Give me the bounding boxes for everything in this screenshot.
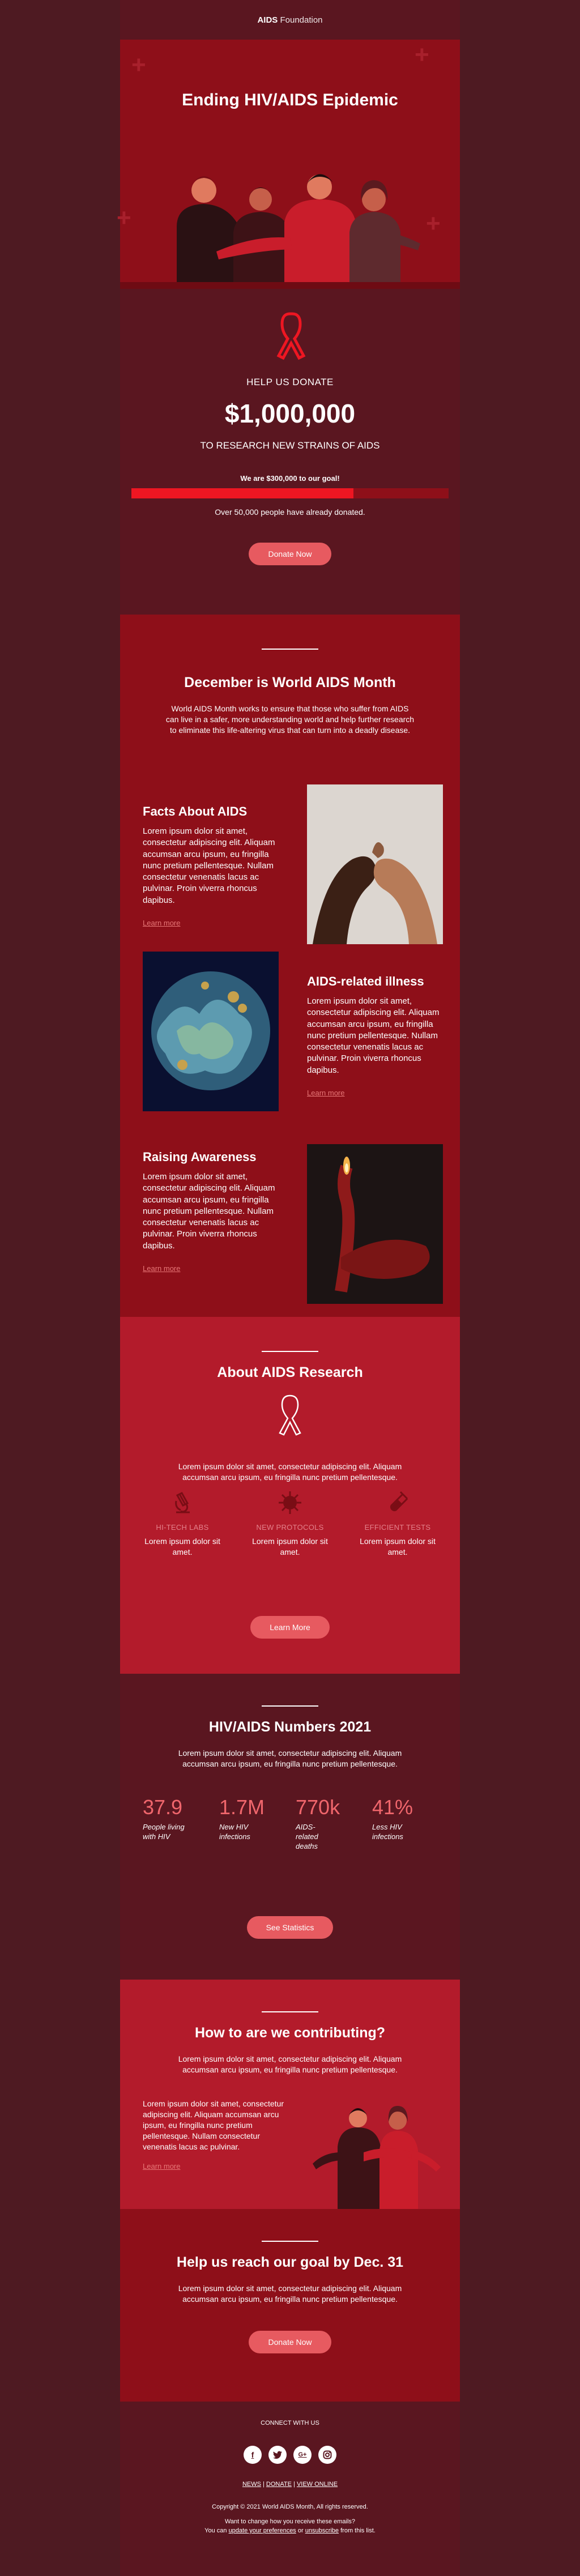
feature-text: Lorem ipsum dolor sit amet, consectetur adipiscing elit. Aliquam accumsan arcu ipsum, eu fringilla nunc pretium pellentesque. Nullam consectetur venenatis lacus ac pulvinar. Proin viverra rhoncus dapibus.	[143, 1172, 275, 1251]
learn-more-link[interactable]: Learn more	[143, 2162, 181, 2171]
update-preferences-link[interactable]: update your preferences	[228, 2527, 296, 2534]
month-title: December is World AIDS Month	[184, 675, 396, 690]
research-col-protocols	[250, 1490, 330, 1558]
goal-section	[120, 2209, 460, 2402]
contributing-section	[120, 1980, 460, 2209]
link-separator: |	[263, 2481, 265, 2488]
change-text: Want to change how you receive these emails?	[224, 2518, 356, 2525]
twitter-icon[interactable]	[268, 2446, 287, 2464]
view-online-link[interactable]: VIEW ONLINE	[296, 2481, 338, 2488]
aids-month-section	[120, 615, 460, 1317]
link-separator: |	[293, 2481, 295, 2488]
stat-value: 37.9	[143, 1795, 183, 1819]
learn-more-link[interactable]: Learn more	[143, 918, 181, 927]
feature-title: AIDS-related illness	[307, 974, 424, 988]
news-link[interactable]: NEWS	[242, 2481, 261, 2488]
connect-label: CONNECT WITH US	[261, 2420, 319, 2426]
research-col-title: EFFICIENT TESTS	[364, 1523, 431, 1532]
email-container	[117, 0, 460, 2534]
red-ribbon-icon	[273, 309, 307, 360]
research-col-title: NEW PROTOCOLS	[256, 1523, 324, 1532]
research-col-text: Lorem ipsum dolor sit amet.	[360, 1537, 436, 1556]
section-divider	[262, 2241, 318, 2242]
brand-bold[interactable]: AIDS	[257, 15, 278, 25]
feature-awareness	[143, 1150, 279, 1273]
brand-light[interactable]: Foundation	[280, 15, 323, 25]
stat-value: 41%	[372, 1795, 413, 1819]
section-divider	[262, 649, 318, 650]
donate-link[interactable]: DONATE	[266, 2481, 292, 2488]
section-divider	[262, 2011, 318, 2012]
research-col-title: HI-TECH LABS	[156, 1523, 209, 1532]
research-title: About AIDS Research	[217, 1364, 363, 1380]
goal-title: Help us reach our goal by Dec. 31	[176, 2254, 404, 2270]
learn-more-link[interactable]: Learn more	[143, 1264, 181, 1273]
numbers-title: HIV/AIDS Numbers 2021	[208, 1719, 372, 1735]
contrib-intro: Lorem ipsum dolor sit amet, consectetur adipiscing elit. Aliquam accumsan arcu ipsum, eu fringilla nunc pretium pellentesque.	[178, 2054, 402, 2074]
contrib-title: How to are we contributing?	[194, 2025, 386, 2041]
from-list-text: from this list.	[340, 2527, 376, 2534]
progress-bar	[131, 488, 449, 498]
hero-section	[117, 40, 460, 289]
preferences-line	[120, 2527, 460, 2534]
research-intro: Lorem ipsum dolor sit amet, consectetur adipiscing elit. Aliquam accumsan arcu ipsum, eu fringilla nunc pretium pellentesque.	[178, 1462, 402, 1482]
contrib-text: Lorem ipsum dolor sit amet, consectetur adipiscing elit. Aliquam accumsan arcu ipsum, eu fringilla nunc pretium pellentesque. Nullam consectetur venenatis lacus ac pulvinar.	[143, 2099, 284, 2151]
instagram-icon[interactable]	[318, 2446, 336, 2464]
couple-illustration	[313, 2101, 443, 2209]
hiv-cell-photo	[143, 952, 279, 1111]
feature-title: Facts About AIDS	[143, 804, 248, 818]
header	[120, 0, 460, 40]
plus-decor-icon: +	[131, 51, 146, 79]
goal-intro: Lorem ipsum dolor sit amet, consectetur adipiscing elit. Aliquam accumsan arcu ipsum, eu fringilla nunc pretium pellentesque.	[178, 2284, 402, 2304]
unsubscribe-link[interactable]: unsubscribe	[305, 2527, 339, 2534]
donors-text: Over 50,000 people have already donated.	[215, 507, 365, 517]
stat-living	[143, 1795, 211, 1842]
learn-more-button[interactable]: Learn More	[250, 1616, 330, 1639]
candle-ribbon-photo	[307, 1144, 443, 1304]
test-tube-icon	[385, 1490, 411, 1516]
stat-less	[372, 1795, 440, 1842]
donate-label-bottom: TO RESEARCH NEW STRAINS OF AIDS	[200, 440, 380, 451]
hugging-people-illustration	[120, 147, 460, 289]
contrib-body	[143, 2099, 284, 2170]
plus-decor-icon: +	[415, 41, 429, 69]
section-divider	[262, 1351, 318, 1352]
month-intro: World AIDS Month works to ensure that those who suffer from AIDS can live in a safer, more understanding world and help further research to eliminate this life-altering virus that can turn into a deadly disease.	[165, 704, 415, 735]
donate-label-top: HELP US DONATE	[246, 377, 334, 387]
hero-title: Ending HIV/AIDS Epidemic	[182, 91, 398, 109]
donate-now-button[interactable]: Donate Now	[249, 543, 331, 565]
research-col-labs	[143, 1490, 222, 1558]
donate-amount: $1,000,000	[224, 399, 356, 428]
microscope-icon	[169, 1490, 195, 1516]
donate-section	[120, 289, 460, 615]
stat-label: People living with HIV	[143, 1823, 185, 1841]
feature-title: Raising Awareness	[143, 1150, 257, 1164]
or-text: or	[297, 2527, 304, 2534]
stat-label: Less HIV infections	[372, 1823, 403, 1841]
donate-now-button[interactable]: Donate Now	[249, 2331, 331, 2353]
section-divider	[262, 1705, 318, 1707]
pinky-promise-photo	[307, 784, 443, 944]
plus-decor-icon: +	[426, 210, 441, 237]
google-plus-icon[interactable]: G+	[293, 2446, 312, 2464]
numbers-section	[120, 1674, 460, 1980]
learn-more-link[interactable]: Learn more	[307, 1088, 345, 1097]
stat-value: 770k	[296, 1795, 340, 1819]
research-section	[120, 1317, 460, 1674]
you-can-text: You can	[204, 2527, 227, 2534]
numbers-intro: Lorem ipsum dolor sit amet, consectetur adipiscing elit. Aliquam accumsan arcu ipsum, eu fringilla nunc pretium pellentesque.	[178, 1748, 402, 1768]
feature-text: Lorem ipsum dolor sit amet, consectetur adipiscing elit. Aliquam accumsan arcu ipsum, eu fringilla nunc pretium pellentesque. Nullam consectetur venenatis lacus ac pulvinar. Proin viverra rhoncus dapibus.	[307, 996, 440, 1075]
copyright: Copyright © 2021 World AIDS Month, All rights reserved.	[212, 2504, 368, 2510]
feature-text: Lorem ipsum dolor sit amet, consectetur adipiscing elit. Aliquam accumsan arcu ipsum, eu fringilla nunc pretium pellentesque. Nullam consectetur venenatis lacus ac pulvinar. Proin viverra rhoncus dapibus.	[143, 826, 275, 905]
progress-fill	[131, 488, 353, 498]
stat-infections	[219, 1795, 287, 1842]
virus-icon	[277, 1490, 303, 1516]
stat-value: 1.7M	[219, 1795, 265, 1819]
feature-illness	[307, 974, 443, 1097]
stat-label: AIDS-related deaths	[296, 1823, 318, 1850]
stat-label: New HIV infections	[219, 1823, 250, 1841]
goal-text: We are $300,000 to our goal!	[240, 474, 340, 483]
see-statistics-button[interactable]: See Statistics	[247, 1916, 334, 1939]
feature-facts	[143, 804, 279, 927]
stat-deaths	[296, 1795, 364, 1852]
research-col-tests	[358, 1490, 437, 1558]
research-col-text: Lorem ipsum dolor sit amet.	[144, 1537, 220, 1556]
footer-links	[120, 2481, 460, 2488]
ribbon-outline-icon	[273, 1392, 307, 1438]
social-links	[120, 2446, 460, 2464]
facebook-icon[interactable]: f	[244, 2446, 262, 2464]
plus-decor-icon: +	[117, 204, 131, 232]
footer	[120, 2402, 460, 2576]
research-col-text: Lorem ipsum dolor sit amet.	[252, 1537, 328, 1556]
